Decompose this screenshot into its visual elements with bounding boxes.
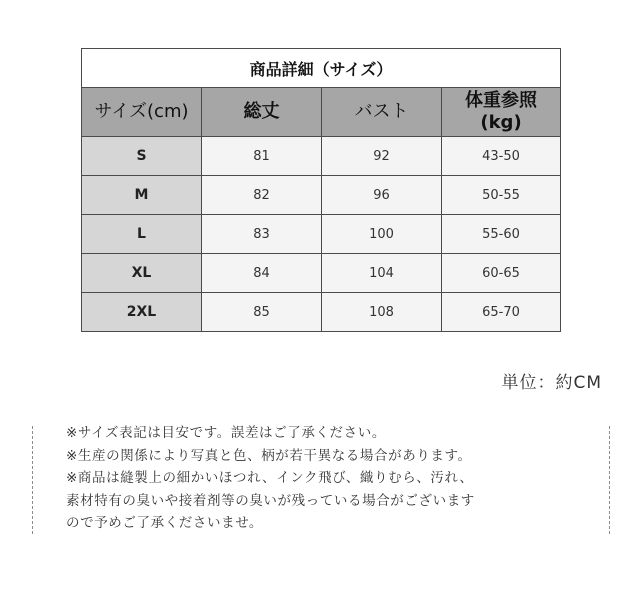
header-length: 総丈 <box>202 88 322 137</box>
table-header-row <box>82 88 561 137</box>
weight-cell: 55-60 <box>442 215 561 254</box>
table-title: 商品詳細（サイズ） <box>82 49 561 88</box>
weight-cell: 60-65 <box>442 254 561 293</box>
table-row <box>82 254 561 293</box>
table-row <box>82 215 561 254</box>
bust-cell: 96 <box>322 176 442 215</box>
right-divider <box>609 426 610 534</box>
notes-box <box>32 422 610 536</box>
note-line: ※サイズ表記は目安です。誤差はご了承ください。 <box>66 425 386 441</box>
length-cell: 84 <box>202 254 322 293</box>
table-row <box>82 137 561 176</box>
size-chart-table <box>81 48 561 332</box>
note-line: ので予めご了承くださいませ。 <box>66 515 263 531</box>
header-weight <box>442 88 561 137</box>
table-row <box>82 293 561 332</box>
bust-cell: 92 <box>322 137 442 176</box>
table-row <box>82 176 561 215</box>
note-line: 素材特有の臭いや接着剤等の臭いが残っている場合がございます <box>66 492 475 509</box>
size-cell: S <box>82 137 202 176</box>
size-cell: L <box>82 215 202 254</box>
length-cell: 82 <box>202 176 322 215</box>
header-size: サイズ(cm) <box>82 88 202 137</box>
header-bust: バスト <box>322 88 442 137</box>
notes-text <box>66 422 596 535</box>
header-weight-text: 体重参照 (kg) <box>465 90 538 133</box>
weight-cell: 65-70 <box>442 293 561 332</box>
note-line: ※生産の関係により写真と色、柄が若干異なる場合があります。 <box>66 447 472 464</box>
bust-cell: 108 <box>322 293 442 332</box>
length-cell: 85 <box>202 293 322 332</box>
length-cell: 83 <box>202 215 322 254</box>
size-cell: M <box>82 176 202 215</box>
note-line: ※商品は縫製上の細かいほつれ、インク飛び、織りむら、汚れ、 <box>66 470 474 486</box>
weight-cell: 43-50 <box>442 137 561 176</box>
size-cell: XL <box>82 254 202 293</box>
size-cell: 2XL <box>82 293 202 332</box>
left-divider <box>32 426 33 534</box>
bust-cell: 104 <box>322 254 442 293</box>
table-title-row <box>82 49 561 88</box>
length-cell: 81 <box>202 137 322 176</box>
weight-cell: 50-55 <box>442 176 561 215</box>
bust-cell: 100 <box>322 215 442 254</box>
unit-note: 単位：約CM <box>501 373 602 393</box>
